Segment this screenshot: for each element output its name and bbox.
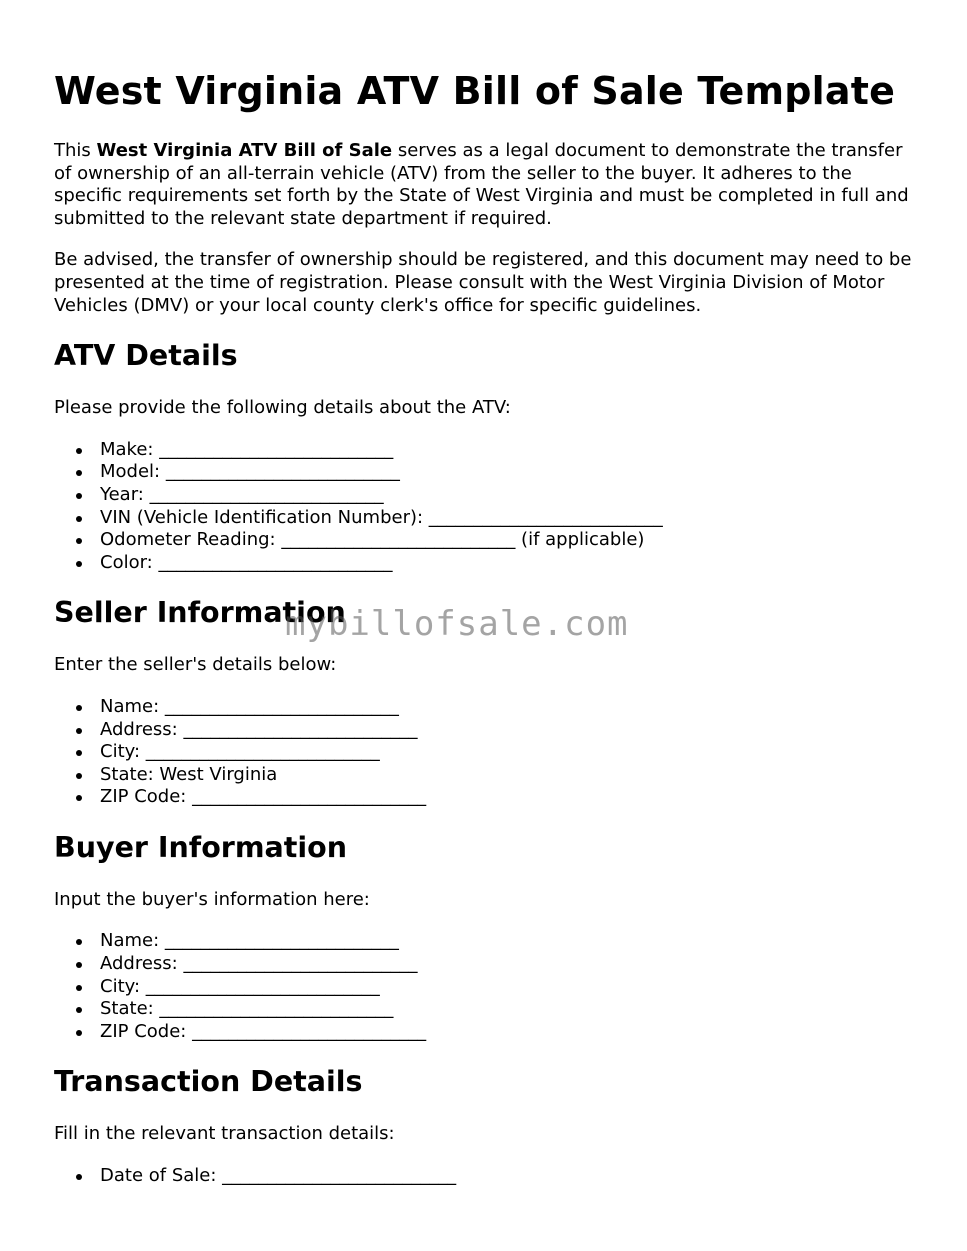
atv-year-field: Year: __________________________ (100, 484, 924, 507)
atv-details-list (54, 439, 924, 575)
atv-details-heading: ATV Details (54, 339, 238, 373)
atv-model-field: Model: __________________________ (100, 461, 924, 484)
seller-zip-field: ZIP Code: __________________________ (100, 786, 924, 809)
seller-information-heading: Seller Information (54, 596, 346, 630)
buyer-information-heading: Buyer Information (54, 830, 348, 864)
seller-address-field: Address: __________________________ (100, 719, 924, 742)
buyer-state-field: State: __________________________ (100, 998, 924, 1021)
seller-state-field: State: West Virginia (100, 764, 924, 787)
transaction-details-lead: Fill in the relevant transaction details: (54, 1123, 395, 1145)
transaction-details-heading: Transaction Details (54, 1065, 363, 1099)
atv-vin-field: VIN (Vehicle Identification Number): __________________________ (100, 507, 924, 530)
page-title: West Virginia ATV Bill of Sale Template (54, 69, 896, 113)
document-page (54, 0, 924, 1188)
atv-make-field: Make: __________________________ (100, 439, 924, 462)
advisory-paragraph: Be advised, the transfer of ownership should be registered, and this document may need to be presented at the time of registration. Please consult with the West Virginia Division of Motor Vehicles (DMV) or your local county clerk's office for specific guidelines. (54, 249, 912, 316)
seller-name-field: Name: __________________________ (100, 696, 924, 719)
buyer-information-section (54, 831, 924, 1044)
intro-bold-name: West Virginia ATV Bill of Sale (96, 140, 393, 161)
atv-color-field: Color: __________________________ (100, 552, 924, 575)
intro-paragraph (54, 140, 924, 230)
buyer-city-field: City: __________________________ (100, 976, 924, 999)
transaction-details-section (54, 1065, 924, 1187)
watermark: mybillofsale.com (285, 604, 629, 644)
intro-suffix: serves as a legal document to demonstrate the transfer of ownership of an all-terrain vehicle (ATV) from the seller to the buyer. It adheres to the specific requirements set forth by the State of West Virginia and must be completed in full and submitted to the relevant state department if required. (54, 140, 909, 229)
buyer-information-lead: Input the buyer's information here: (54, 888, 370, 910)
buyer-information-list (54, 930, 924, 1043)
buyer-zip-field: ZIP Code: __________________________ (100, 1021, 924, 1044)
buyer-address-field: Address: __________________________ (100, 953, 924, 976)
atv-details-section (54, 339, 924, 574)
seller-information-list (54, 696, 924, 809)
date-of-sale-field: Date of Sale: __________________________ (100, 1165, 924, 1188)
intro-prefix: This (54, 140, 97, 161)
seller-information-section (54, 596, 924, 809)
seller-city-field: City: __________________________ (100, 741, 924, 764)
atv-odometer-field: Odometer Reading: __________________________ (if applicable) (100, 529, 924, 552)
seller-information-lead: Enter the seller's details below: (54, 654, 337, 676)
buyer-name-field: Name: __________________________ (100, 930, 924, 953)
atv-details-lead: Please provide the following details about the ATV: (54, 397, 511, 419)
transaction-details-list (54, 1165, 924, 1188)
